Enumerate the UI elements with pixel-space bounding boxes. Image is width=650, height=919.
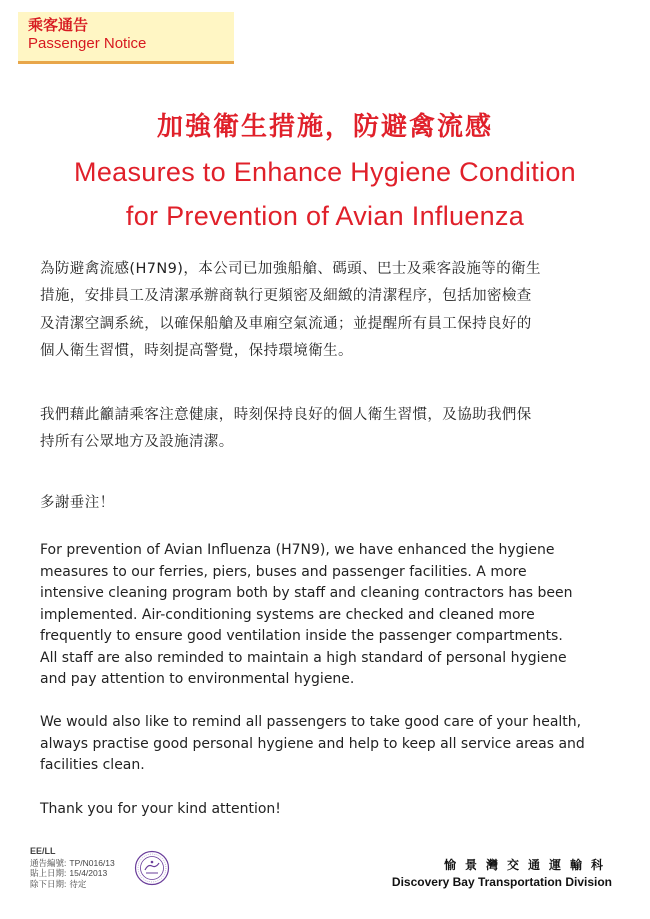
company-name-en: Discovery Bay Transportation Division — [391, 875, 612, 889]
zh-paragraph-3 — [40, 490, 610, 517]
en-thanks: Thank you for your kind attention! — [40, 801, 281, 817]
zh-p2-line: 持所有公眾地方及設施清潔。 — [40, 434, 234, 451]
title-en — [0, 150, 650, 238]
reference-row — [30, 858, 115, 869]
zh-p2-line: 我們藉此籲請乘客注意健康，時刻保持良好的個人衛生習慣，及協助我們保 — [40, 407, 532, 423]
zh-p1-line: 為防避禽流感(H7N9)，本公司已加強船艙、碼頭、巴士及乘客設施等的衛生 — [40, 261, 541, 277]
reference-label: 通告編號: — [30, 857, 67, 868]
title-en-line2: for Prevention of Avian Influenza — [125, 201, 525, 231]
en-p2-line: facilities clean. — [40, 757, 145, 773]
reference-row — [30, 879, 115, 890]
reference-value: 15/4/2013 — [69, 868, 108, 878]
reference-row — [30, 868, 115, 879]
en-p1-line: intensive cleaning program both by staff and cleaning contractors has been — [40, 585, 573, 601]
reference-value: 待定 — [69, 878, 87, 889]
title-zh: 加強衛生措施，防避禽流感 — [156, 112, 493, 142]
en-p1-line: and pay attention to environmental hygiene. — [40, 671, 355, 687]
en-paragraph-1 — [40, 540, 610, 691]
passenger-notice-tag — [18, 12, 234, 64]
department-code: EE/LL — [30, 846, 56, 856]
reference-label: 除下日期: — [30, 878, 67, 889]
zh-thanks: 多謝垂注！ — [40, 495, 115, 511]
zh-paragraph-2 — [40, 402, 610, 457]
en-p1-line: For prevention of Avian Influenza (H7N9), we have enhanced the hygiene — [40, 542, 555, 558]
company-name-zh: 愉景灣交通運輸科 — [443, 858, 612, 872]
company-seal-icon — [134, 850, 170, 886]
en-p1-line: All staff are also reminded to maintain a high standard of personal hygiene — [40, 649, 567, 666]
zh-p1-line: 及清潔空調系統，以確保船艙及車廂空氣流通；並提醒所有員工保持良好的 — [40, 315, 532, 332]
en-p2-line: We would also like to remind all passengers to take good care of your health, — [40, 714, 582, 730]
zh-p1-line: 措施，安排員工及清潔承辦商執行更頻密及細緻的清潔程序，包括加密檢查 — [40, 288, 532, 305]
company-signature — [392, 856, 612, 889]
en-p2-line: always practise good personal hygiene and help to keep all service areas and — [40, 735, 585, 752]
en-p1-line: frequently to ensure good ventilation inside the passenger compartments. — [40, 628, 563, 644]
notice-tag-zh: 乘客通告 — [28, 16, 89, 34]
en-p1-line: implemented. Air-conditioning systems are checked and cleaned more — [40, 606, 535, 623]
notice-reference-block — [30, 846, 115, 889]
en-paragraph-2 — [40, 712, 610, 777]
title-en-line1: Measures to Enhance Hygiene Condition — [74, 157, 576, 187]
zh-p1-line: 個人衛生習慣，時刻提高警覺，保持環境衛生。 — [40, 342, 353, 359]
notice-tag-en: Passenger Notice — [28, 35, 147, 52]
notice-reference-table — [30, 858, 115, 890]
en-paragraph-3 — [40, 799, 610, 821]
en-p1-line: measures to our ferries, piers, buses and passenger facilities. A more — [40, 563, 527, 580]
reference-label: 貼上日期: — [30, 868, 67, 878]
reference-value: TP/N016/13 — [69, 857, 115, 868]
zh-paragraph-1 — [40, 256, 610, 365]
